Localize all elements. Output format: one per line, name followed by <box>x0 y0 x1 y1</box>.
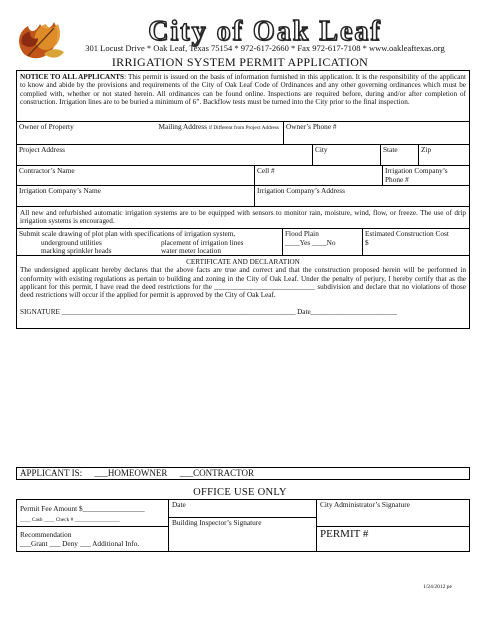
permit-fee-label: Permit Fee Amount $_________________ <box>20 504 145 513</box>
zip-field[interactable] <box>418 145 469 165</box>
project-address-field[interactable] <box>17 145 312 165</box>
plot-plan-instructions <box>17 229 282 255</box>
irrigation-name-label: Irrigation Company’s Name <box>19 186 101 195</box>
construction-cost-field[interactable] <box>362 229 469 255</box>
admin-signature-label: City Administrator’s Signature <box>320 500 410 509</box>
permit-number-field[interactable] <box>317 527 469 551</box>
revision-footer: 1/24/2012 pe <box>423 584 452 590</box>
irrigation-address-label: Irrigation Company’s Address <box>257 186 345 195</box>
office-use-title: OFFICE USE ONLY <box>193 487 287 498</box>
construction-cost-label: Estimated Construction Cost <box>365 229 449 238</box>
grant-deny-options[interactable]: ___Grant ___ Deny ___ Additional Info. <box>20 538 140 548</box>
owner-phone-label: Owner’s Phone # <box>286 122 337 131</box>
mailing-address-field[interactable] <box>141 122 283 144</box>
mailing-note: if Different from Project Address <box>208 125 279 131</box>
irrigation-address-field[interactable] <box>254 186 469 206</box>
city-field[interactable] <box>312 145 380 165</box>
plot-plan-line: Submit scale drawing of plot plan with specifications of irrigation system, <box>19 229 236 238</box>
inspector-signature-label: Building Inspector’s Signature <box>172 518 262 527</box>
owner-row <box>17 122 469 145</box>
address-row <box>17 145 469 166</box>
construction-cost-value: $ <box>365 237 369 247</box>
owner-field[interactable] <box>17 122 141 144</box>
contractor-field[interactable] <box>17 166 254 185</box>
state-label: State <box>383 145 398 154</box>
permit-form <box>16 70 470 329</box>
payment-method[interactable]: ____ Cash ____ Check # _________________ <box>20 516 120 523</box>
irrigation-phone-field[interactable] <box>382 166 469 185</box>
city-label: City <box>315 145 328 154</box>
zip-label: Zip <box>421 145 432 154</box>
contractor-row <box>17 166 469 186</box>
admin-signature-field[interactable] <box>317 500 469 527</box>
flood-plain-field[interactable] <box>282 229 362 255</box>
plot-plan-row <box>17 229 469 256</box>
plot-item-meter: water meter location <box>161 246 221 256</box>
notice-heading: NOTICE TO ALL APPLICANTS <box>20 73 125 81</box>
date-label: Date <box>172 500 186 509</box>
homeowner-option[interactable]: ___HOMEOWNER <box>94 468 168 478</box>
city-address: 301 Locust Drive * Oak Leaf, Texas 75154 * 972-617-2660 * Fax 972-617-7108 * www.oakleaftexas.org <box>85 43 445 53</box>
plot-item-lines: placement of irrigation lines <box>161 237 244 247</box>
notice-body: : This permit is issued on the basis of information furnished in this application. It is the responsibility of the applicant to know and abide by the provisions and requirements of the City of Oak Leaf Code of Ordinances and any other governing ordinances which must be complied with, whether or not stated herein. All ordinances can be found online. Inspections are required before, during and/or after completion of construction. Irrigation lines are to be buried a minimum of 6”. Backflow tests must be turned into the City prior to the final inspection. <box>20 73 466 106</box>
owner-label: Owner of Property <box>19 122 74 131</box>
recommendation-field[interactable] <box>17 527 169 551</box>
mailing-label: Mailing Address <box>158 122 207 131</box>
irrigation-phone-label: Irrigation Company’s Phone # <box>385 166 448 184</box>
inspector-signature-field[interactable] <box>169 517 317 551</box>
applicant-type-row <box>16 467 470 480</box>
notice-section <box>17 71 469 122</box>
recommendation-label: Recommendation <box>20 530 72 539</box>
applicant-label: APPLICANT IS: <box>20 468 83 478</box>
permit-fee-field[interactable] <box>17 500 169 527</box>
permit-number-label: PERMIT # <box>320 528 369 540</box>
document-title: IRRIGATION SYSTEM PERMIT APPLICATION <box>111 55 369 69</box>
project-address-label: Project Address <box>19 145 66 154</box>
certificate-section <box>17 256 469 328</box>
plot-item-utilities: underground utilities <box>41 237 102 247</box>
contractor-label: Contractor’s Name <box>19 166 75 175</box>
state-field[interactable] <box>380 145 418 165</box>
owner-phone-field[interactable] <box>283 122 469 144</box>
flood-plain-options[interactable]: ____Yes ____No <box>285 237 336 247</box>
irrigation-company-row <box>17 186 469 207</box>
flood-plain-label: Flood Plain <box>285 229 319 238</box>
cell-label: Cell # <box>257 166 275 175</box>
certificate-body: The undersigned applicant hereby declares that the above facts are true and correct and that the construction proposed herein will be performed in conformity with existing regulations as pertain to building and zoning in the City of Oak Leaf. Under the penalty of perjury, I hereby certify that as the applicant for this permit, I have read the deed restrictions for the ____________________________ subdivision and declare that no violations of those deed restrictions will occur if the applied for permit is approved by the City of Oak Leaf. <box>20 266 466 300</box>
irrigation-name-field[interactable] <box>17 186 254 206</box>
signature-line[interactable]: SIGNATURE _________________________________________________________________ Date________________________ <box>20 308 397 317</box>
sensor-requirement: All new and refurbished automatic irrigation systems are to be equipped with sensors to monitor rain, moisture, wind, flow, or freeze. The use of drip irrigation systems is encouraged. <box>17 207 469 229</box>
city-title: City of Oak Leaf <box>148 16 382 47</box>
office-use-section <box>16 499 470 552</box>
plot-item-heads: marking sprinkler heads <box>41 246 112 256</box>
cell-field[interactable] <box>254 166 382 185</box>
contractor-option[interactable]: ___CONTRACTOR <box>179 468 254 478</box>
certificate-heading: CERTIFICATE AND DECLARATION <box>186 258 300 266</box>
